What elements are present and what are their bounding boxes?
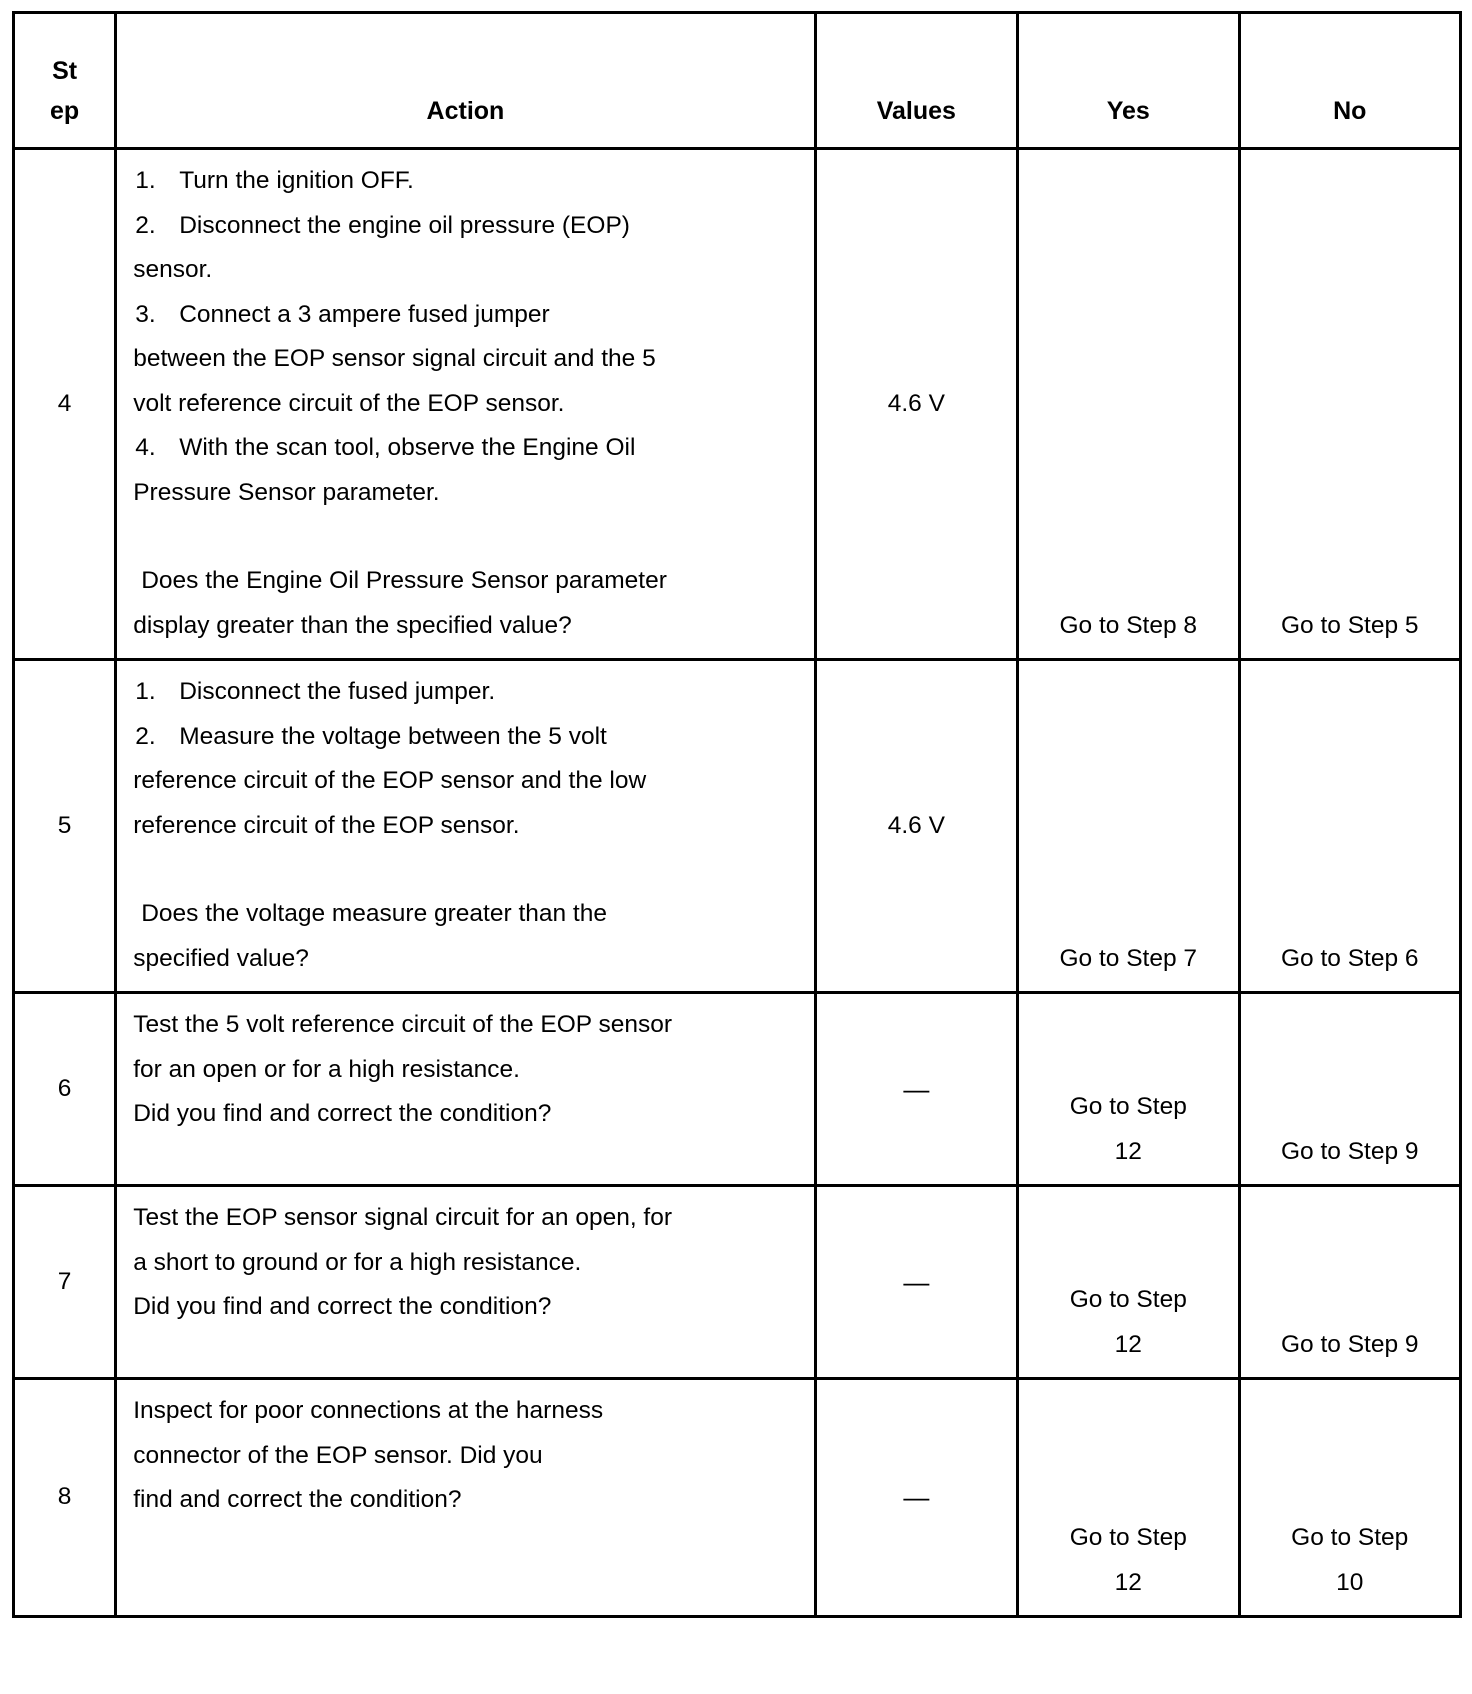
yes-cell: Go to Step 12	[1018, 1379, 1239, 1617]
table-row-step-4	[14, 149, 1461, 660]
yes-cell: Go to Step 7	[1018, 660, 1239, 993]
table-row-step-8	[14, 1379, 1461, 1617]
step-number: 6	[14, 993, 116, 1186]
no-cell: Go to Step 5	[1239, 149, 1461, 660]
value-cell: —	[815, 1379, 1017, 1617]
diagnostic-table	[12, 11, 1462, 1618]
step-number: 7	[14, 1186, 116, 1379]
no-cell: Go to Step 6	[1239, 660, 1461, 993]
no-cell: Go to Step 9	[1239, 993, 1461, 1186]
yes-cell: Go to Step 12	[1018, 1186, 1239, 1379]
value-cell: 4.6 V	[815, 149, 1017, 660]
action-cell: 1. Turn the ignition OFF. 2. Disconnect the engine oil pressure (EOP) sensor. 3. Connect a 3 ampere fused jumper between the EOP sensor signal circuit and the 5 volt reference circuit of the EOP sensor. 4. With the scan tool, observe the Engine Oil Pressure Sensor parameter. Does the Engine Oil Pressure Sensor parameter display greater than the specified value?	[116, 149, 815, 660]
no-cell: Go to Step 10	[1239, 1379, 1461, 1617]
header-no: No	[1239, 13, 1461, 149]
header-step: St ep	[14, 13, 116, 149]
table-row-step-5	[14, 660, 1461, 993]
action-cell: Test the 5 volt reference circuit of the EOP sensor for an open or for a high resistance. Did you find and correct the condition?	[116, 993, 815, 1186]
header-row	[14, 13, 1461, 149]
header-yes: Yes	[1018, 13, 1239, 149]
header-action: Action	[116, 13, 815, 149]
step-number: 4	[14, 149, 116, 660]
step-number: 5	[14, 660, 116, 993]
step-number: 8	[14, 1379, 116, 1617]
no-cell: Go to Step 9	[1239, 1186, 1461, 1379]
value-cell: —	[815, 1186, 1017, 1379]
value-cell: 4.6 V	[815, 660, 1017, 993]
header-values: Values	[815, 13, 1017, 149]
action-cell: Inspect for poor connections at the harness connector of the EOP sensor. Did you find and correct the condition?	[116, 1379, 815, 1617]
value-cell: —	[815, 993, 1017, 1186]
yes-cell: Go to Step 12	[1018, 993, 1239, 1186]
action-cell: Test the EOP sensor signal circuit for an open, for a short to ground or for a high resistance. Did you find and correct the condition?	[116, 1186, 815, 1379]
table-row-step-6	[14, 993, 1461, 1186]
action-cell: 1. Disconnect the fused jumper. 2. Measure the voltage between the 5 volt reference circuit of the EOP sensor and the low reference circuit of the EOP sensor. Does the voltage measure greater than the specified value?	[116, 660, 815, 993]
table-row-step-7	[14, 1186, 1461, 1379]
yes-cell: Go to Step 8	[1018, 149, 1239, 660]
